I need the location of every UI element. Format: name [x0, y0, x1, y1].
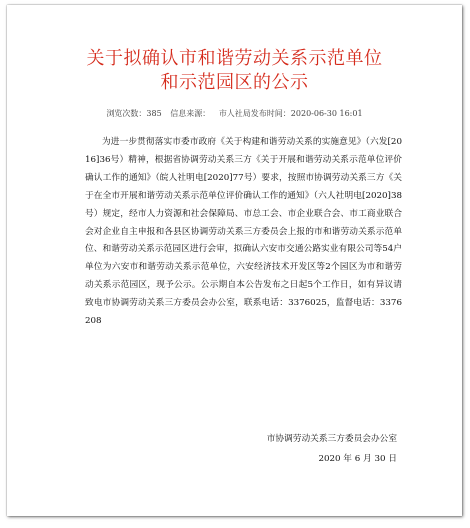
view-count: 浏览次数：385	[106, 109, 162, 118]
notice-body: 为进一步贯彻落实市委市政府《关于构建和谐劳动关系的实施意见》（六发[2016]36号）精神，根据省协调劳动关系三方《关于开展和谐劳动关系示范单位评价确认工作的通知》（皖人社明电[2020]77号）要求，按照市协调劳动关系三方《关于在全市开展和谐劳动关系示范单位评价确认工作的通知》（六人社明电[2020]38号）规定，经市人力资源和社会保障局、市总工会、市企业联合会、市工商业联合会对企业自主申报和各县区协调劳动关系三方委员会上报的市和谐劳动关系示范单位、和谐劳动关系示范园区进行会审，拟确认六安市交通公路实业有限公司等54户单位为六安市和谐劳动关系示范单位，六安经济技术开发区等2个园区为市和谐劳动关系示范园区，现予公示。公示期自本公告发布之日起5个工作日，如有异议请致电市协调劳动关系三方委员会办公室，联系电话：3376025，监督电话：3376208	[85, 137, 402, 327]
page-title	[7, 47, 462, 95]
article-meta	[7, 108, 462, 120]
publish-info: 市人社局发布时间：2020-06-30 16:01	[218, 109, 363, 118]
notice-page	[7, 5, 462, 516]
signature-date: 2020 年 6 月 30 日	[318, 454, 397, 464]
title-line-1: 关于拟确认市和谐劳动关系示范单位	[86, 48, 383, 69]
title-line-2: 和示范园区的公示	[160, 72, 309, 93]
signature-organization: 市协调劳动关系三方委员会办公室	[266, 434, 397, 444]
info-source: 信息来源：	[170, 109, 211, 118]
